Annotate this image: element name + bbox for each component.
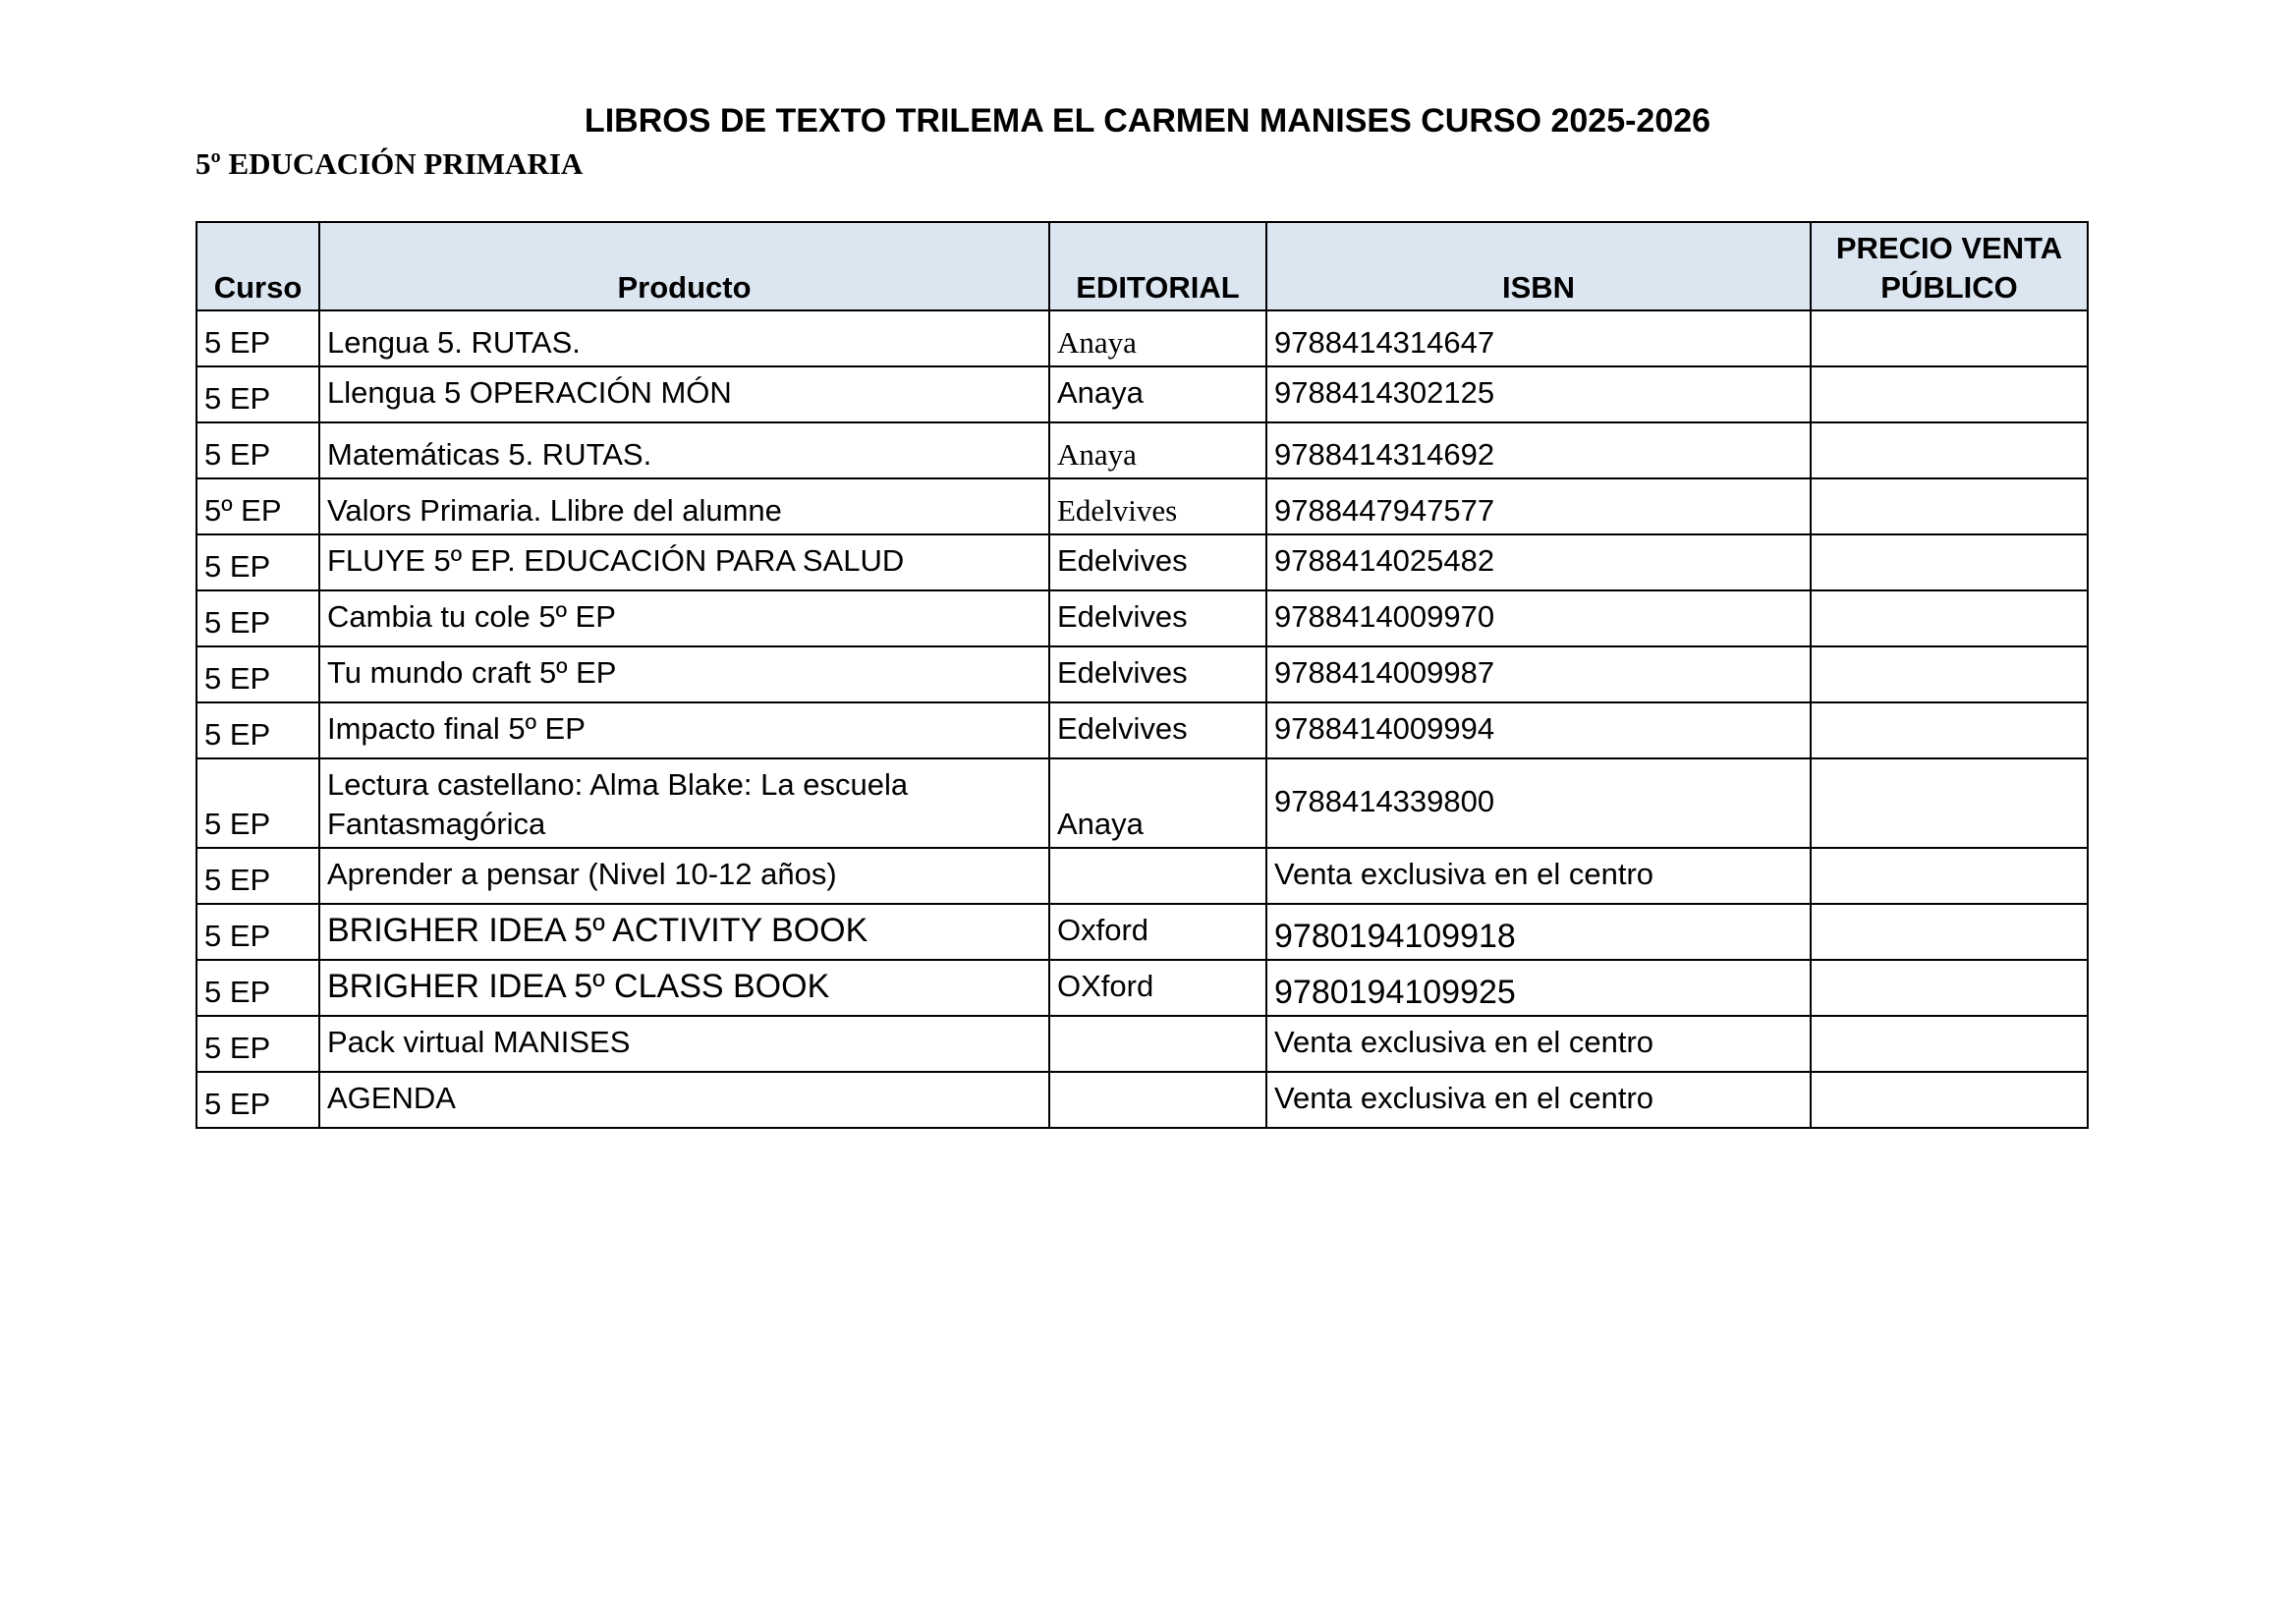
cell-curso: 5 EP [196, 646, 319, 702]
table-row [196, 1072, 2088, 1128]
cell-editorial: Edelvives [1049, 590, 1266, 646]
cell-editorial [1049, 1016, 1266, 1072]
cell-precio [1811, 1016, 2088, 1072]
cell-producto: Cambia tu cole 5º EP [319, 590, 1049, 646]
table-row [196, 590, 2088, 646]
cell-precio [1811, 366, 2088, 422]
cell-editorial: OXford [1049, 960, 1266, 1016]
cell-producto: Matemáticas 5. RUTAS. [319, 422, 1049, 478]
cell-isbn: 9780194109918 [1266, 904, 1811, 960]
cell-precio [1811, 310, 2088, 366]
cell-isbn: 9788414009970 [1266, 590, 1811, 646]
cell-precio [1811, 960, 2088, 1016]
cell-precio [1811, 758, 2088, 848]
cell-producto: Tu mundo craft 5º EP [319, 646, 1049, 702]
cell-producto: BRIGHER IDEA 5º ACTIVITY BOOK [319, 904, 1049, 960]
cell-isbn: 9788414339800 [1266, 758, 1811, 848]
cell-editorial [1049, 1072, 1266, 1128]
cell-editorial: Anaya [1049, 366, 1266, 422]
cell-isbn: 9788414314692 [1266, 422, 1811, 478]
cell-producto: Llengua 5 OPERACIÓN MÓN [319, 366, 1049, 422]
cell-editorial: Edelvives [1049, 534, 1266, 590]
cell-curso: 5 EP [196, 960, 319, 1016]
textbook-table [196, 221, 2089, 1129]
cell-curso: 5º EP [196, 478, 319, 534]
cell-editorial: Oxford [1049, 904, 1266, 960]
table-row [196, 758, 2088, 848]
cell-isbn: Venta exclusiva en el centro [1266, 848, 1811, 904]
cell-editorial: Anaya [1049, 422, 1266, 478]
table-row [196, 422, 2088, 478]
table-row [196, 310, 2088, 366]
cell-precio [1811, 590, 2088, 646]
table-row [196, 1016, 2088, 1072]
header-curso: Curso [196, 222, 319, 310]
cell-precio [1811, 534, 2088, 590]
cell-precio [1811, 904, 2088, 960]
cell-precio [1811, 1072, 2088, 1128]
cell-producto: Pack virtual MANISES [319, 1016, 1049, 1072]
cell-producto: BRIGHER IDEA 5º CLASS BOOK [319, 960, 1049, 1016]
cell-isbn: 9788414009994 [1266, 702, 1811, 758]
cell-isbn: 9788414302125 [1266, 366, 1811, 422]
cell-editorial: Edelvives [1049, 702, 1266, 758]
cell-editorial: Edelvives [1049, 478, 1266, 534]
cell-isbn: Venta exclusiva en el centro [1266, 1072, 1811, 1128]
cell-precio [1811, 702, 2088, 758]
cell-isbn: 9788447947577 [1266, 478, 1811, 534]
cell-producto: Aprender a pensar (Nivel 10-12 años) [319, 848, 1049, 904]
table-row [196, 848, 2088, 904]
header-precio: PRECIO VENTA PÚBLICO [1811, 222, 2088, 310]
cell-curso: 5 EP [196, 904, 319, 960]
cell-editorial: Anaya [1049, 310, 1266, 366]
cell-editorial: Anaya [1049, 758, 1266, 848]
table-row [196, 960, 2088, 1016]
cell-isbn: 9780194109925 [1266, 960, 1811, 1016]
cell-curso: 5 EP [196, 848, 319, 904]
table-row [196, 478, 2088, 534]
cell-curso: 5 EP [196, 702, 319, 758]
cell-curso: 5 EP [196, 1072, 319, 1128]
cell-editorial: Edelvives [1049, 646, 1266, 702]
cell-editorial [1049, 848, 1266, 904]
cell-curso: 5 EP [196, 534, 319, 590]
cell-producto-line: Lectura castellano: Alma Blake: La escuela [327, 767, 909, 802]
cell-curso: 5 EP [196, 310, 319, 366]
header-producto: Producto [319, 222, 1049, 310]
cell-curso: 5 EP [196, 366, 319, 422]
cell-precio [1811, 422, 2088, 478]
cell-isbn: 9788414314647 [1266, 310, 1811, 366]
cell-curso: 5 EP [196, 1016, 319, 1072]
cell-curso: 5 EP [196, 590, 319, 646]
header-isbn: ISBN [1266, 222, 1811, 310]
document-subtitle: 5º EDUCACIÓN PRIMARIA [196, 146, 584, 181]
cell-precio [1811, 478, 2088, 534]
cell-producto-line: Fantasmagórica [327, 807, 546, 841]
document-title: LIBROS DE TEXTO TRILEMA EL CARMEN MANISES CURSO 2025-2026 [584, 102, 1711, 140]
cell-producto: AGENDA [319, 1072, 1049, 1128]
cell-curso: 5 EP [196, 422, 319, 478]
table-row [196, 702, 2088, 758]
cell-producto: Impacto final 5º EP [319, 702, 1049, 758]
cell-isbn: 9788414009987 [1266, 646, 1811, 702]
table-row [196, 534, 2088, 590]
cell-producto: FLUYE 5º EP. EDUCACIÓN PARA SALUD [319, 534, 1049, 590]
cell-producto [319, 758, 1049, 848]
cell-producto: Valors Primaria. Llibre del alumne [319, 478, 1049, 534]
cell-curso: 5 EP [196, 758, 319, 848]
cell-precio [1811, 646, 2088, 702]
table-header-row [196, 222, 2088, 310]
table-row [196, 904, 2088, 960]
cell-isbn: Venta exclusiva en el centro [1266, 1016, 1811, 1072]
table-row [196, 646, 2088, 702]
cell-isbn: 9788414025482 [1266, 534, 1811, 590]
table-row [196, 366, 2088, 422]
cell-producto: Lengua 5. RUTAS. [319, 310, 1049, 366]
header-editorial: EDITORIAL [1049, 222, 1266, 310]
cell-precio [1811, 848, 2088, 904]
